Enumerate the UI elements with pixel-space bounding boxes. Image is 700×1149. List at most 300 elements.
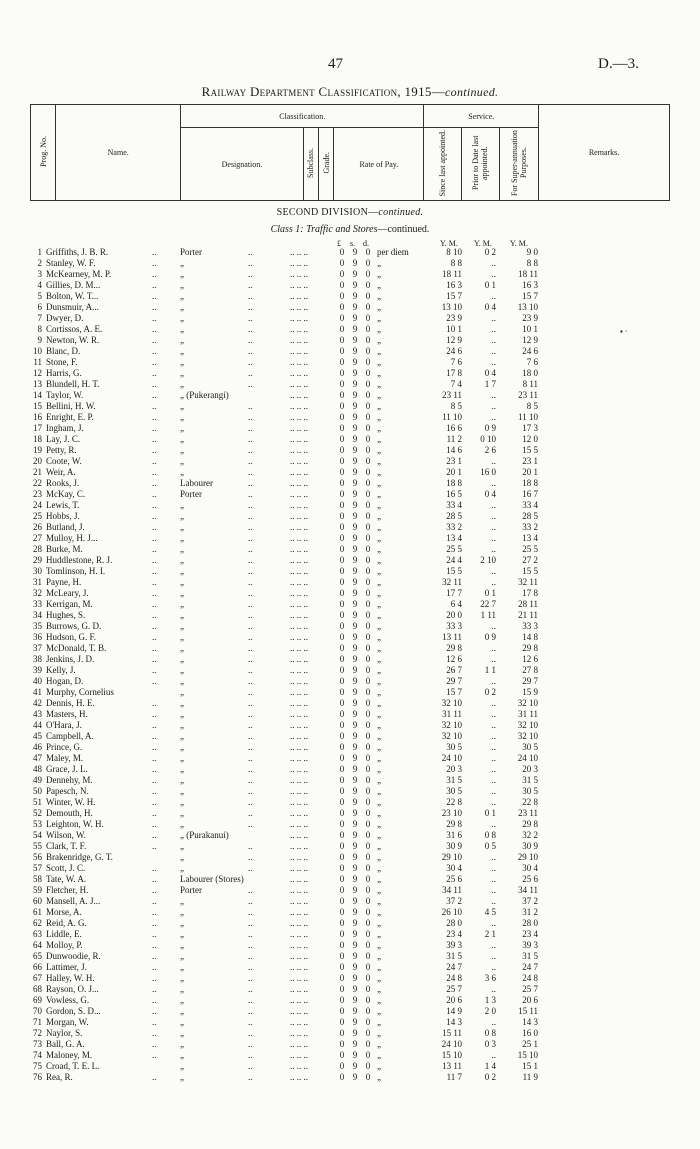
service-prior: 0 8 — [484, 830, 496, 840]
service-since-last: 30 4 — [446, 863, 462, 873]
service-prior: .. — [491, 742, 496, 752]
leader-dots: .. .. .. — [290, 863, 308, 873]
pay-pence: 0 — [365, 500, 371, 510]
pay-shillings: 9 — [352, 940, 358, 950]
title-main: Railway Department Classification, 1915— — [201, 84, 446, 99]
designation: „ — [180, 654, 184, 664]
header-prog-no: Prog. No. — [31, 105, 56, 201]
service-since-last: 24 6 — [446, 346, 462, 356]
pay-period: „ — [377, 1050, 381, 1060]
table-row — [0, 247, 700, 258]
pay-shillings: 9 — [352, 445, 358, 455]
service-superannuation: 29 10 — [517, 852, 538, 862]
pay-period: „ — [377, 786, 381, 796]
pay-shillings: 9 — [352, 379, 358, 389]
pay-pounds: 0 — [339, 445, 345, 455]
pay-shillings: 9 — [352, 1061, 358, 1071]
pay-shillings: 9 — [352, 269, 358, 279]
employee-name: Reid, A. G. — [46, 918, 87, 928]
leader-dots: .. — [248, 797, 253, 807]
pay-pounds: 0 — [339, 1072, 345, 1082]
designation: „ — [180, 907, 184, 917]
prog-no: 20 — [33, 456, 42, 466]
designation: Labourer — [180, 478, 213, 488]
leader-dots: .. .. .. — [290, 412, 308, 422]
employee-name: Dennehy, M. — [46, 775, 93, 785]
designation: Porter — [180, 247, 202, 257]
leader-dots: .. — [248, 511, 253, 521]
leader-dots: .. — [152, 423, 157, 433]
pay-pounds: 0 — [339, 698, 345, 708]
prog-no: 40 — [33, 676, 42, 686]
service-superannuation: 29 8 — [522, 643, 538, 653]
pay-pounds: 0 — [339, 841, 345, 851]
service-since-last: 24 4 — [446, 555, 462, 565]
table-row — [0, 709, 700, 720]
leader-dots: .. — [248, 1072, 253, 1082]
leader-dots: .. — [152, 588, 157, 598]
leader-dots: .. — [248, 313, 253, 323]
prog-no: 75 — [33, 1061, 42, 1071]
leader-dots: .. — [248, 368, 253, 378]
service-superannuation: 23 4 — [522, 929, 538, 939]
pay-shillings: 9 — [352, 368, 358, 378]
pay-pounds: 0 — [339, 819, 345, 829]
service-prior: 0 8 — [484, 1028, 496, 1038]
pay-shillings: 9 — [352, 599, 358, 609]
pay-pence: 0 — [365, 940, 371, 950]
service-prior: .. — [491, 533, 496, 543]
pay-period: „ — [377, 984, 381, 994]
service-prior: 0 2 — [484, 247, 496, 257]
service-since-last: 15 10 — [441, 1050, 462, 1060]
table-row — [0, 291, 700, 302]
pay-pence: 0 — [365, 379, 371, 389]
table-row — [0, 302, 700, 313]
pay-pounds: 0 — [339, 258, 345, 268]
designation: „ — [180, 522, 184, 532]
table-row — [0, 995, 700, 1006]
table-row — [0, 654, 700, 665]
service-superannuation: 14 3 — [522, 1017, 538, 1027]
leader-dots: .. .. .. — [290, 357, 308, 367]
pay-pence: 0 — [365, 1072, 371, 1082]
service-since-last: 23 4 — [446, 929, 462, 939]
leader-dots: .. .. .. — [290, 280, 308, 290]
pay-pence: 0 — [365, 599, 371, 609]
prog-no: 69 — [33, 995, 42, 1005]
designation: „ — [180, 973, 184, 983]
pay-pence: 0 — [365, 863, 371, 873]
employee-name: Croad, T. E. L. — [46, 1061, 100, 1071]
pay-period: „ — [377, 1006, 381, 1016]
service-since-last: 33 3 — [446, 621, 462, 631]
service-prior: .. — [491, 269, 496, 279]
pay-shillings: 9 — [352, 467, 358, 477]
service-since-last: 11 2 — [446, 434, 462, 444]
designation: „ — [180, 863, 184, 873]
pay-shillings: 9 — [352, 687, 358, 697]
service-since-last: 32 10 — [441, 731, 462, 741]
designation: „ — [180, 445, 184, 455]
pay-pence: 0 — [365, 995, 371, 1005]
pay-pounds: 0 — [339, 830, 345, 840]
leader-dots: .. — [152, 346, 157, 356]
pay-shillings: 9 — [352, 610, 358, 620]
prog-no: 34 — [33, 610, 42, 620]
leader-dots: .. — [248, 599, 253, 609]
table-row — [0, 918, 700, 929]
service-superannuation: 33 4 — [522, 500, 538, 510]
employee-name: Petty, R. — [46, 445, 77, 455]
pay-pounds: 0 — [339, 632, 345, 642]
service-superannuation: 15 10 — [517, 1050, 538, 1060]
leader-dots: .. .. .. — [290, 885, 308, 895]
pay-shillings: 9 — [352, 632, 358, 642]
table-row — [0, 401, 700, 412]
prog-no: 14 — [33, 390, 42, 400]
pay-pence: 0 — [365, 1006, 371, 1016]
pay-pounds: 0 — [339, 1050, 345, 1060]
employee-name: Burrows, G. D. — [46, 621, 102, 631]
employee-name: Blanc, D. — [46, 346, 81, 356]
leader-dots: .. .. .. — [290, 1039, 308, 1049]
leader-dots: .. — [248, 588, 253, 598]
pay-period: „ — [377, 280, 381, 290]
leader-dots: .. — [152, 830, 157, 840]
designation: „ — [180, 764, 184, 774]
pay-pounds: 0 — [339, 577, 345, 587]
pay-period: „ — [377, 951, 381, 961]
leader-dots: .. .. .. — [290, 390, 308, 400]
pay-shillings: 9 — [352, 665, 358, 675]
leader-dots: .. — [152, 599, 157, 609]
pay-pounds: 0 — [339, 599, 345, 609]
service-since-last: 29 8 — [446, 819, 462, 829]
prog-no: 30 — [33, 566, 42, 576]
service-since-last: 31 11 — [442, 709, 462, 719]
leader-dots: .. — [152, 819, 157, 829]
pay-period: „ — [377, 907, 381, 917]
designation: Porter — [180, 885, 202, 895]
leader-dots: .. .. .. — [290, 841, 308, 851]
pay-pence: 0 — [365, 819, 371, 829]
designation: „ — [180, 324, 184, 334]
employee-name: Weir, A. — [46, 467, 76, 477]
leader-dots: .. — [248, 269, 253, 279]
pay-shillings: 9 — [352, 742, 358, 752]
service-superannuation: 25 7 — [522, 984, 538, 994]
service-superannuation: 24 7 — [522, 962, 538, 972]
leader-dots: .. — [152, 621, 157, 631]
leader-dots: .. — [152, 269, 157, 279]
pay-period: „ — [377, 610, 381, 620]
employee-name: Gordon, S. D... — [46, 1006, 101, 1016]
service-prior: .. — [491, 1017, 496, 1027]
prog-no: 35 — [33, 621, 42, 631]
leader-dots: .. .. .. — [290, 445, 308, 455]
employee-name: Hogan, D. — [46, 676, 84, 686]
pay-pounds: 0 — [339, 1006, 345, 1016]
leader-dots: .. — [152, 632, 157, 642]
pay-pence: 0 — [365, 929, 371, 939]
pay-pence: 0 — [365, 852, 371, 862]
pay-shillings: 9 — [352, 709, 358, 719]
service-since-last: 32 10 — [441, 720, 462, 730]
leader-dots: .. .. .. — [290, 335, 308, 345]
pay-shillings: 9 — [352, 511, 358, 521]
prog-no: 8 — [37, 324, 42, 334]
pay-pence: 0 — [365, 533, 371, 543]
pay-pounds: 0 — [339, 379, 345, 389]
pay-shillings: 9 — [352, 1050, 358, 1060]
service-since-last: 20 6 — [446, 995, 462, 1005]
prog-no: 70 — [33, 1006, 42, 1016]
leader-dots: .. — [152, 709, 157, 719]
pay-shillings: 9 — [352, 456, 358, 466]
pay-pounds: 0 — [339, 852, 345, 862]
pay-period: „ — [377, 632, 381, 642]
pay-pounds: 0 — [339, 918, 345, 928]
designation: „ — [180, 346, 184, 356]
service-since-last: 32 10 — [441, 698, 462, 708]
table-row — [0, 984, 700, 995]
pay-pounds: 0 — [339, 434, 345, 444]
leader-dots: .. .. .. — [290, 698, 308, 708]
prog-no: 39 — [33, 665, 42, 675]
leader-dots: .. — [248, 544, 253, 554]
employee-name: McKay, C. — [46, 489, 86, 499]
prog-no: 55 — [33, 841, 42, 851]
leader-dots: .. — [248, 1028, 253, 1038]
pay-pence: 0 — [365, 907, 371, 917]
service-prior: .. — [491, 390, 496, 400]
leader-dots: .. — [248, 346, 253, 356]
leader-dots: .. — [152, 742, 157, 752]
pay-shillings: 9 — [352, 434, 358, 444]
header-rate-of-pay: Rate of Pay. — [334, 128, 424, 201]
leader-dots: .. — [248, 643, 253, 653]
service-prior: 16 0 — [480, 467, 496, 477]
service-superannuation: 23 1 — [522, 456, 538, 466]
service-since-last: 34 11 — [442, 885, 462, 895]
pay-shillings: 9 — [352, 753, 358, 763]
leader-dots: .. — [152, 1017, 157, 1027]
service-superannuation: 33 3 — [522, 621, 538, 631]
table-row — [0, 962, 700, 973]
pay-period: „ — [377, 269, 381, 279]
pay-shillings: 9 — [352, 423, 358, 433]
service-superannuation: 17 8 — [522, 588, 538, 598]
leader-dots: .. — [248, 687, 253, 697]
service-since-last: 15 7 — [446, 687, 462, 697]
pay-period: „ — [377, 753, 381, 763]
designation: „ — [180, 280, 184, 290]
leader-dots: .. .. .. — [290, 258, 308, 268]
employee-name: Masters, H. — [46, 709, 88, 719]
pay-pounds: 0 — [339, 357, 345, 367]
pay-pounds: 0 — [339, 907, 345, 917]
service-superannuation: 13 10 — [517, 302, 538, 312]
unit-pounds: £ — [337, 239, 341, 248]
prog-no: 9 — [37, 335, 42, 345]
table-row — [0, 665, 700, 676]
leader-dots: .. — [152, 643, 157, 653]
pay-pence: 0 — [365, 1039, 371, 1049]
table-row — [0, 324, 700, 335]
leader-dots: .. — [152, 984, 157, 994]
prog-no: 45 — [33, 731, 42, 741]
pay-period: „ — [377, 544, 381, 554]
leader-dots: .. — [152, 731, 157, 741]
leader-dots: .. .. .. — [290, 819, 308, 829]
designation: „ — [180, 995, 184, 1005]
service-prior: 0 5 — [484, 841, 496, 851]
leader-dots: .. — [248, 610, 253, 620]
table-row — [0, 522, 700, 533]
pay-period: „ — [377, 368, 381, 378]
pay-pence: 0 — [365, 775, 371, 785]
pay-period: „ — [377, 258, 381, 268]
pay-pounds: 0 — [339, 511, 345, 521]
pay-pence: 0 — [365, 544, 371, 554]
pay-shillings: 9 — [352, 1072, 358, 1082]
leader-dots: .. .. .. — [290, 621, 308, 631]
service-superannuation: 32 10 — [517, 720, 538, 730]
leader-dots: .. .. .. — [290, 786, 308, 796]
service-prior: .. — [491, 456, 496, 466]
designation: „ — [180, 291, 184, 301]
prog-no: 57 — [33, 863, 42, 873]
pay-shillings: 9 — [352, 522, 358, 532]
table-row — [0, 742, 700, 753]
leader-dots: .. .. .. — [290, 599, 308, 609]
pay-shillings: 9 — [352, 962, 358, 972]
service-prior: .. — [491, 522, 496, 532]
leader-dots: .. .. .. — [290, 302, 308, 312]
pay-shillings: 9 — [352, 863, 358, 873]
leader-dots: .. — [152, 313, 157, 323]
leader-dots: .. — [152, 1072, 157, 1082]
leader-dots: .. — [248, 940, 253, 950]
employee-name: Dunwoodie, R. — [46, 951, 101, 961]
service-since-last: 17 8 — [446, 368, 462, 378]
pay-pounds: 0 — [339, 335, 345, 345]
table-row — [0, 808, 700, 819]
leader-dots: .. .. .. — [290, 489, 308, 499]
pay-shillings: 9 — [352, 786, 358, 796]
pay-period: „ — [377, 918, 381, 928]
service-prior: 0 1 — [484, 808, 496, 818]
leader-dots: .. — [152, 302, 157, 312]
table-row — [0, 775, 700, 786]
pay-period: „ — [377, 533, 381, 543]
leader-dots: .. — [248, 412, 253, 422]
pay-period: „ — [377, 335, 381, 345]
pay-pence: 0 — [365, 357, 371, 367]
employee-rows — [0, 247, 700, 1083]
service-since-last: 31 5 — [446, 775, 462, 785]
pay-pence: 0 — [365, 269, 371, 279]
service-superannuation: 15 11 — [518, 1006, 538, 1016]
service-prior: .. — [491, 357, 496, 367]
header-remarks: Remarks. — [539, 105, 670, 201]
designation: „ — [180, 676, 184, 686]
pay-shillings: 9 — [352, 841, 358, 851]
employee-name: Demouth, H. — [46, 808, 93, 818]
service-since-last: 24 10 — [441, 753, 462, 763]
pay-shillings: 9 — [352, 335, 358, 345]
leader-dots: .. — [152, 478, 157, 488]
pay-pence: 0 — [365, 764, 371, 774]
prog-no: 68 — [33, 984, 42, 994]
leader-dots: .. .. .. — [290, 654, 308, 664]
employee-name: Hobbs, J. — [46, 511, 80, 521]
prog-no: 41 — [33, 687, 42, 697]
pay-period: „ — [377, 819, 381, 829]
pay-period: „ — [377, 940, 381, 950]
leader-dots: .. — [248, 291, 253, 301]
leader-dots: .. — [152, 379, 157, 389]
service-superannuation: 24 10 — [517, 753, 538, 763]
pay-pence: 0 — [365, 1061, 371, 1071]
leader-dots: .. — [248, 401, 253, 411]
leader-dots: .. — [248, 676, 253, 686]
employee-name: Burke, M. — [46, 544, 83, 554]
service-since-last: 15 5 — [446, 566, 462, 576]
table-row — [0, 1028, 700, 1039]
leader-dots: .. — [152, 390, 157, 400]
service-since-last: 23 9 — [446, 313, 462, 323]
table-row — [0, 346, 700, 357]
designation: „ — [180, 984, 184, 994]
leader-dots: .. — [152, 324, 157, 334]
employee-name: Morgan, W. — [46, 1017, 89, 1027]
leader-dots: .. — [152, 775, 157, 785]
service-superannuation: 24 6 — [522, 346, 538, 356]
leader-dots: .. — [152, 863, 157, 873]
pay-pounds: 0 — [339, 896, 345, 906]
pay-pounds: 0 — [339, 709, 345, 719]
unit-since: Y. M. — [440, 239, 458, 248]
service-since-last: 25 6 — [446, 874, 462, 884]
table-row — [0, 885, 700, 896]
service-since-last: 8 10 — [446, 247, 462, 257]
designation: „ — [180, 786, 184, 796]
pay-pounds: 0 — [339, 962, 345, 972]
leader-dots: .. — [248, 1017, 253, 1027]
employee-name: Lewis, T. — [46, 500, 80, 510]
table-row — [0, 544, 700, 555]
service-superannuation: 17 3 — [522, 423, 538, 433]
designation: „ — [180, 544, 184, 554]
leader-dots: .. — [152, 918, 157, 928]
employee-name: Hudson, G. F. — [46, 632, 97, 642]
designation: Labourer (Stores) — [180, 874, 244, 884]
pay-pence: 0 — [365, 643, 371, 653]
table-row — [0, 621, 700, 632]
leader-dots: .. — [248, 467, 253, 477]
prog-no: 24 — [33, 500, 42, 510]
leader-dots: .. .. .. — [290, 511, 308, 521]
pay-pence: 0 — [365, 258, 371, 268]
pay-shillings: 9 — [352, 1039, 358, 1049]
service-since-last: 23 11 — [442, 390, 462, 400]
service-prior: .. — [491, 984, 496, 994]
service-prior: .. — [491, 940, 496, 950]
pay-pence: 0 — [365, 456, 371, 466]
table-row — [0, 423, 700, 434]
